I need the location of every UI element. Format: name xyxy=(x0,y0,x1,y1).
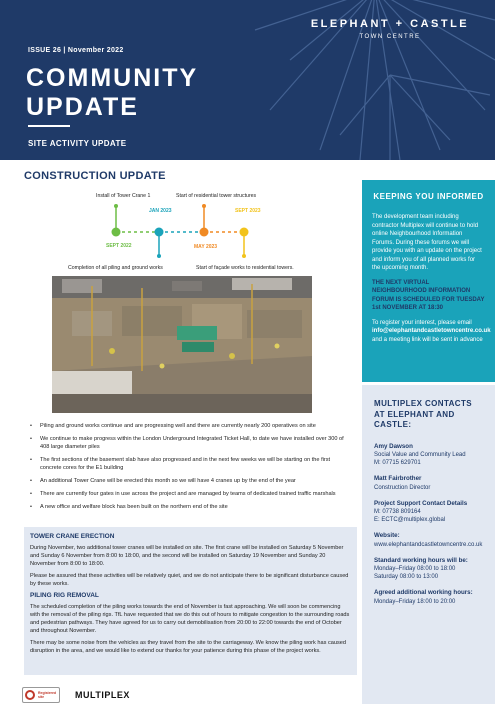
timeline xyxy=(24,188,349,278)
contact-email[interactable]: E: ECTC@multiplex.global xyxy=(374,517,446,523)
contact-matt xyxy=(374,475,485,492)
section-title: CONSTRUCTION UPDATE xyxy=(24,170,166,182)
timeline-node-jan-2023 xyxy=(155,228,164,237)
piling-paragraph-1: The scheduled completion of the piling works towards the end of November is fast approaching. We will soon be commencing with the removal of the piling rigs. TfL have requested that we do this out of hours to mitigate congestion to the surrounding roads and pedestrian pathways. They have agreed for us to carry out demobilisation from 20:00 to 22:00 towards the end of October and throughout November. xyxy=(30,604,350,634)
website-label: Website: xyxy=(374,532,400,539)
title-line-2: UPDATE xyxy=(26,93,139,121)
brand-subtitle: TOWN CENTRE xyxy=(359,34,421,40)
standard-hours-weekday: Monday–Friday 08:00 to 18:00 xyxy=(374,566,456,572)
additional-hours-block xyxy=(374,589,485,606)
standard-hours-saturday: Saturday 08:00 to 13:00 xyxy=(374,574,439,580)
contact-support xyxy=(374,500,485,525)
register-paragraph xyxy=(372,319,491,345)
register-text-post: and a meeting link will be sent in advance xyxy=(372,336,483,343)
brand-name: ELEPHANT + CASTLE xyxy=(310,18,470,30)
piling-heading: PILING RIG REMOVAL xyxy=(30,592,99,599)
timeline-label-facade: Start of façade works to residential towers. xyxy=(196,265,294,271)
additional-hours-label: Agreed additional working hours: xyxy=(374,589,473,596)
construction-bullets xyxy=(30,422,350,516)
list-item: • We continue to make progress within the London Underground Integrated Ticket Hall, to date we have installed over 300 of 408 large diameter piles xyxy=(30,435,350,451)
footer xyxy=(0,680,362,704)
list-item: • There are currently four gates in use across the project and are managed by teams of dedicated trained traffic marshals xyxy=(30,490,350,498)
website-link[interactable]: www.elephantandcastletowncentre.co.uk xyxy=(374,541,483,548)
timeline-node-sept-2022 xyxy=(112,228,121,237)
page-title xyxy=(26,64,198,122)
registered-site-text: Registered site xyxy=(38,691,57,699)
website-block xyxy=(374,532,485,549)
timeline-label-piling: Completion of all piling and ground works xyxy=(68,265,163,271)
contact-name: Amy Dawson xyxy=(374,442,413,450)
issue-line: ISSUE 26 | November 2022 xyxy=(28,47,124,54)
timeline-date-may-2023: MAY 2023 xyxy=(194,244,218,250)
list-item: • The first sections of the basement slab have also progressed and in the next few weeks we will be starting on the first concrete cores for the E1 building xyxy=(30,456,350,472)
informed-paragraph: The development team including contractor Multiplex will continue to hold online Neighbourhood Information Forums. During these forums we will provide you with an update on the project and inform you of all planned works for the upcoming month. xyxy=(372,214,482,271)
multiplex-logo: MULTIPLEX xyxy=(75,690,130,700)
standard-hours-label: Standard working hours will be: xyxy=(374,556,468,564)
construction-section xyxy=(24,170,349,182)
standard-hours-block xyxy=(374,557,485,582)
contact-role: Social Value and Community Lead xyxy=(374,452,466,458)
crane-heading: TOWER CRANE ERECTION xyxy=(30,533,115,540)
contact-name: Project Support Contact Details xyxy=(374,499,468,507)
contact-role: Construction Director xyxy=(374,484,431,491)
timeline-date-sept-2022: SEPT 2022 xyxy=(106,243,132,249)
piling-paragraph-2: There may be some noise from the vehicles as they travel from the site to the carriageway. We know the piling work has caused disruption in the area, and we would like to extend our thanks for your patience during this phase of the project works. xyxy=(30,640,346,654)
header-banner xyxy=(0,0,495,160)
title-divider xyxy=(28,125,70,127)
crane-paragraph-2: Please be assured that these activities will be relatively quiet, and we do not anticipate there to be significant disturbance caused by these works. xyxy=(30,573,349,587)
page-subtitle: SITE ACTIVITY UPDATE xyxy=(28,139,127,148)
contact-phone: M: 07715 629701 xyxy=(374,460,421,466)
contacts-title: MULTIPLEX CONTACTS AT ELEPHANT AND CASTLE: xyxy=(374,399,473,429)
timeline-date-jan-2023: JAN 2023 xyxy=(149,208,172,214)
additional-hours-weekday: Monday–Friday 18:00 to 20:00 xyxy=(374,598,456,605)
registered-site-logo xyxy=(22,687,60,703)
brand-logo xyxy=(285,18,495,40)
timeline-date-sept-2023: SEPT 2023 xyxy=(235,208,261,214)
list-item: • Piling and ground works continue and are progressing well and there are currently nearly 200 operatives on site xyxy=(30,422,350,430)
title-line-1: COMMUNITY xyxy=(26,64,199,92)
contact-name: Matt Fairbrother xyxy=(374,475,422,482)
contact-phone: M: 07738 809164 xyxy=(374,509,421,515)
construction-site-photo xyxy=(52,276,312,413)
timeline-label-crane: Install of Tower Crane 1 xyxy=(96,193,151,199)
forum-highlight: THE NEXT VIRTUAL NEIGHBOURHOOD INFORMATION FORUM IS SCHEDULED FOR TUESDAY 1st NOVEMBER AT 18:30 xyxy=(372,279,485,311)
register-text-pre: To register your interest, please email xyxy=(372,319,472,326)
list-item: • A new office and welfare block has been built on the northern end of the site xyxy=(30,503,350,511)
informed-title: KEEPING YOU INFORMED xyxy=(373,192,484,201)
contacts-box xyxy=(362,385,495,704)
list-item: • An additional Tower Crane will be erected this month so we will have 4 cranes up by the end of the year xyxy=(30,477,350,485)
timeline-node-sept-2023 xyxy=(240,228,249,237)
keeping-informed-box xyxy=(362,180,495,382)
works-panel xyxy=(24,527,357,675)
timeline-label-residential: Start of residential tower structures xyxy=(176,193,257,199)
contact-amy xyxy=(374,443,485,468)
timeline-node-may-2023 xyxy=(200,228,209,237)
crane-paragraph-1: During November, two additional tower cranes will be installed on site. The first crane will be installed on Saturday 5 November and Sunday 6 November from 8:00 to 18:00, and the second will be installed on Saturday 19 November and Sunday 20 November from 8:00 to 18:00. xyxy=(30,545,344,567)
info-email-link[interactable]: info@elephantandcastletowncentre.co.uk xyxy=(372,328,491,334)
